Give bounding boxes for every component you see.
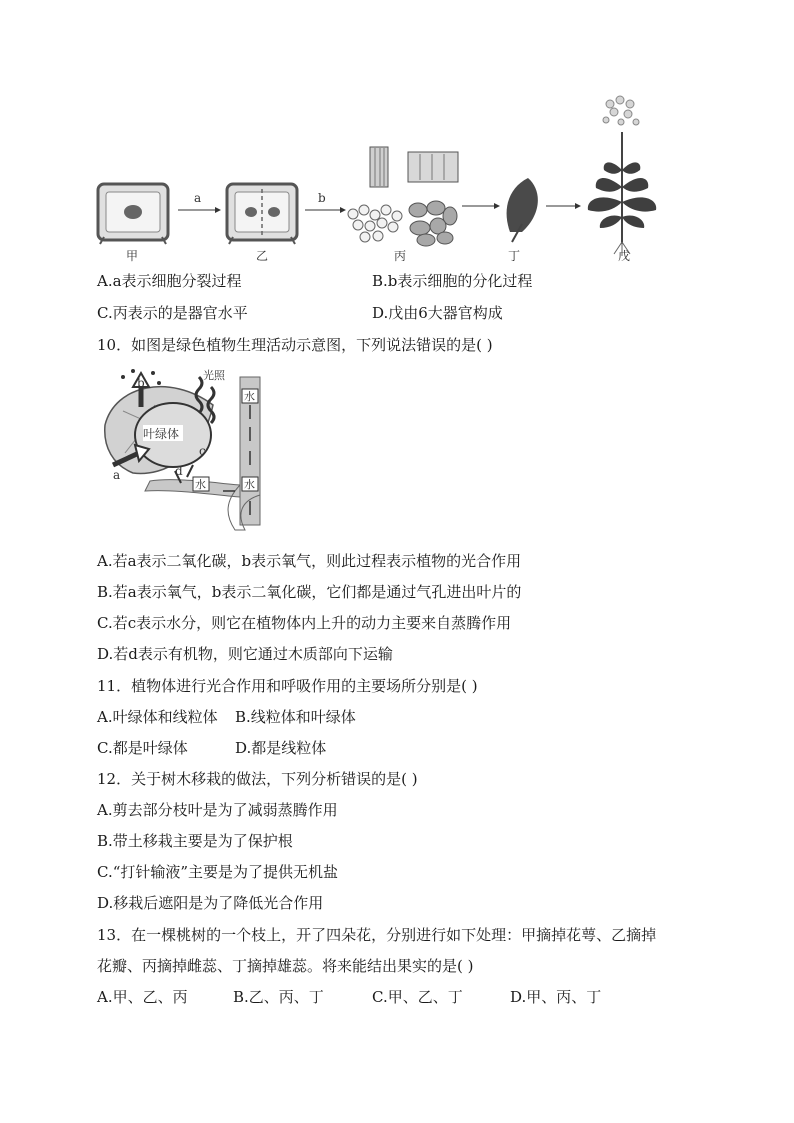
label-jia: 甲 — [126, 249, 139, 263]
q13-option-a: A.甲、乙、丙 — [97, 988, 188, 1006]
q11-stem: 11．植物体进行光合作用和呼吸作用的主要场所分别是( ) — [97, 677, 478, 695]
cell-yi — [227, 184, 297, 244]
water-label-top: 水 — [244, 390, 255, 403]
q10-option-d: D.若d表示有机物，则它通过木质部向下运输 — [97, 645, 393, 663]
arrow-a-label: a — [194, 191, 202, 205]
letter-a: a — [113, 468, 121, 482]
q10-option-c: C.若c表示水分，则它在植物体内上升的动力主要来自蒸腾作用 — [97, 614, 512, 632]
q11-option-c: C.都是叶绿体 — [97, 739, 188, 757]
letter-b: b — [137, 376, 145, 390]
light-label: 光照 — [203, 369, 225, 382]
q11-option-a: A.叶绿体和线粒体 — [97, 708, 218, 726]
q9-option-b: B.b表示细胞的分化过程 — [372, 272, 533, 290]
water-label-stem: 水 — [244, 478, 255, 491]
label-yi: 乙 — [256, 249, 269, 263]
letter-c: c — [199, 444, 206, 458]
tissues-bing — [348, 147, 458, 246]
q13-option-c: C.甲、乙、丁 — [372, 988, 463, 1006]
q12-stem: 12．关于树木移栽的做法，下列分析错误的是( ) — [97, 770, 418, 788]
q10-stem: 10．如图是绿色植物生理活动示意图，下列说法错误的是( ) — [97, 336, 493, 354]
water-label-petiole: 水 — [195, 478, 206, 491]
q9-option-c: C.丙表示的是器官水平 — [97, 304, 248, 322]
plant-wu — [588, 96, 656, 256]
q12-option-c: C.“打针输液”主要是为了提供无机盐 — [97, 863, 339, 881]
label-bing: 丙 — [394, 249, 407, 263]
arrow-b-label: b — [318, 191, 326, 205]
leaf-ding — [507, 178, 538, 242]
q9-option-a: A.a表示细胞分裂过程 — [97, 272, 242, 290]
q13-option-b: B.乙、丙、丁 — [233, 988, 324, 1006]
cell-jia — [98, 184, 168, 244]
q11-option-b: B.线粒体和叶绿体 — [235, 708, 356, 726]
plant-physiology-figure — [95, 365, 275, 540]
q12-option-b: B.带土移栽主要是为了保护根 — [97, 832, 293, 850]
q13-stem-line2: 花瓣、丙摘掉雌蕊、丁摘掉雄蕊。将来能结出果实的是( ) — [97, 957, 474, 975]
q13-option-d: D.甲、丙、丁 — [510, 988, 602, 1006]
cell-development-figure — [90, 92, 670, 267]
q13-stem-line1: 13．在一棵桃树的一个枝上，开了四朵花，分别进行如下处理：甲摘掉花萼、乙摘掉 — [97, 926, 657, 944]
q10-option-a: A.若a表示二氧化碳，b表示氧气，则此过程表示植物的光合作用 — [97, 552, 522, 570]
q12-option-d: D.移栽后遮阳是为了降低光合作用 — [97, 894, 324, 912]
q12-option-a: A.剪去部分枝叶是为了减弱蒸腾作用 — [97, 801, 338, 819]
q9-option-d: D.戊由6大器官构成 — [372, 304, 503, 322]
label-wu: 戊 — [618, 249, 631, 263]
q10-option-b: B.若a表示氧气，b表示二氧化碳，它们都是通过气孔进出叶片的 — [97, 583, 522, 601]
q11-option-d: D.都是线粒体 — [235, 739, 327, 757]
letter-d: d — [175, 464, 183, 478]
label-ding: 丁 — [508, 249, 521, 263]
chloroplast-label: 叶绿体 — [143, 427, 180, 441]
